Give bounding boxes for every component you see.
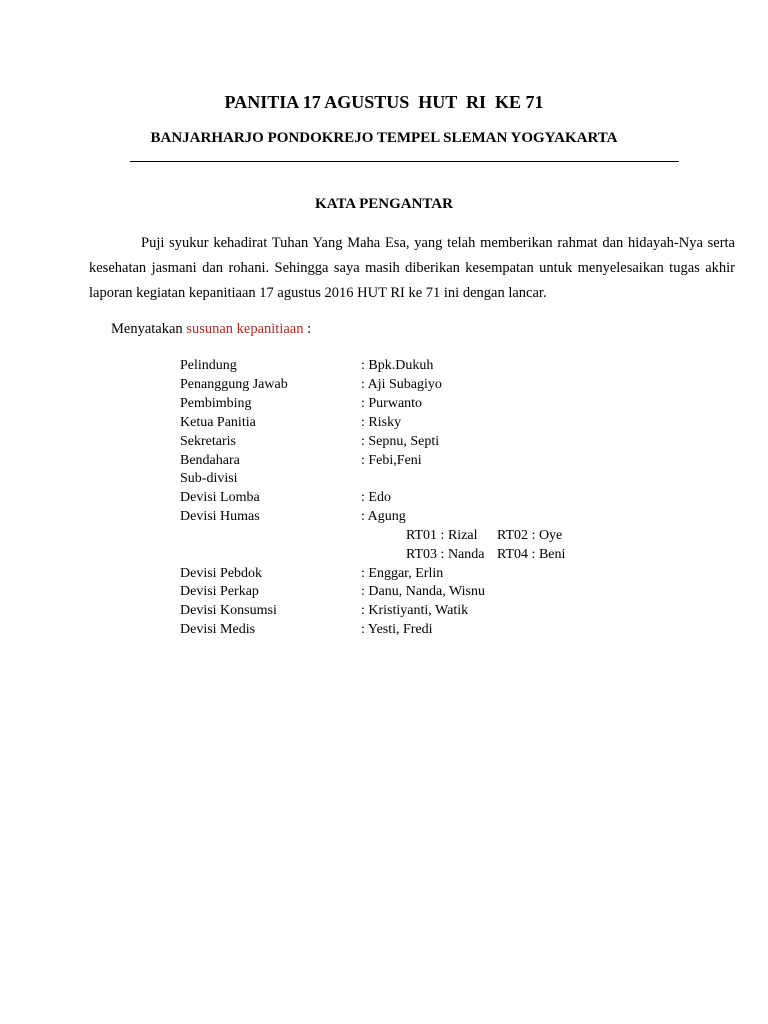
committee-role: Pembimbing [180, 396, 252, 411]
committee-member: : Sepnu, Septi [361, 434, 440, 449]
committee-role: Sekretaris [180, 434, 236, 449]
committee-member: : Bpk.Dukuh [361, 358, 434, 373]
committee-role: Sub-divisi [180, 471, 238, 486]
rt-assignment: RT03 : Nanda [406, 547, 485, 562]
rt-assignment: RT01 : Rizal [406, 528, 478, 543]
committee-member: : Enggar, Erlin [361, 566, 444, 581]
intro-suffix: : [303, 321, 312, 337]
committee-intro [111, 321, 311, 338]
committee-role: Devisi Pebdok [180, 566, 263, 581]
document-subtitle: BANJARHARJO PONDOKREJO TEMPEL SLEMAN YOGYAKARTA [150, 130, 618, 146]
committee-member: : Purwanto [361, 396, 423, 411]
committee-member: : Danu, Nanda, Wisnu [361, 584, 485, 599]
rt-assignment: RT04 : Beni [497, 547, 566, 562]
committee-member: : Febi,Feni [361, 453, 422, 468]
committee-role: Devisi Konsumsi [180, 603, 277, 618]
intro-paragraph: Puji syukur kehadirat Tuhan Yang Maha Esa, yang telah memberikan rahmat dan hidayah-Nya serta kesehatan jasmani dan rohani. Sehingga saya masih diberikan kesempatan untuk menyelesaikan tugas akhir laporan kegiatan kepanitiaan 17 agustus 2016 HUT RI ke 71 ini dengan lancar. [89, 235, 735, 301]
committee-role: Devisi Perkap [180, 584, 259, 599]
committee-role: Ketua Panitia [180, 415, 256, 430]
rt-assignment: RT02 : Oye [497, 528, 563, 543]
committee-role: Devisi Medis [180, 622, 256, 637]
intro-highlight: susunan kepanitiaan [186, 321, 304, 337]
committee-member: : Agung [361, 509, 406, 524]
committee-member: : Yesti, Fredi [361, 622, 433, 637]
document-title: PANITIA 17 AGUSTUS HUT RI KE 71 [224, 92, 544, 112]
committee-member: : Aji Subagiyo [361, 377, 442, 392]
committee-member: : Kristiyanti, Watik [361, 603, 469, 618]
header-divider [130, 161, 679, 162]
committee-role: Devisi Lomba [180, 490, 260, 505]
committee-role: Devisi Humas [180, 509, 260, 524]
committee-role: Penanggung Jawab [180, 377, 288, 392]
committee-role: Pelindung [180, 358, 237, 373]
section-heading: KATA PENGANTAR [315, 196, 453, 212]
committee-member: : Risky [361, 415, 402, 430]
committee-member: : Edo [361, 490, 391, 505]
committee-role: Bendahara [180, 453, 240, 468]
intro-prefix: Menyatakan [111, 321, 187, 337]
